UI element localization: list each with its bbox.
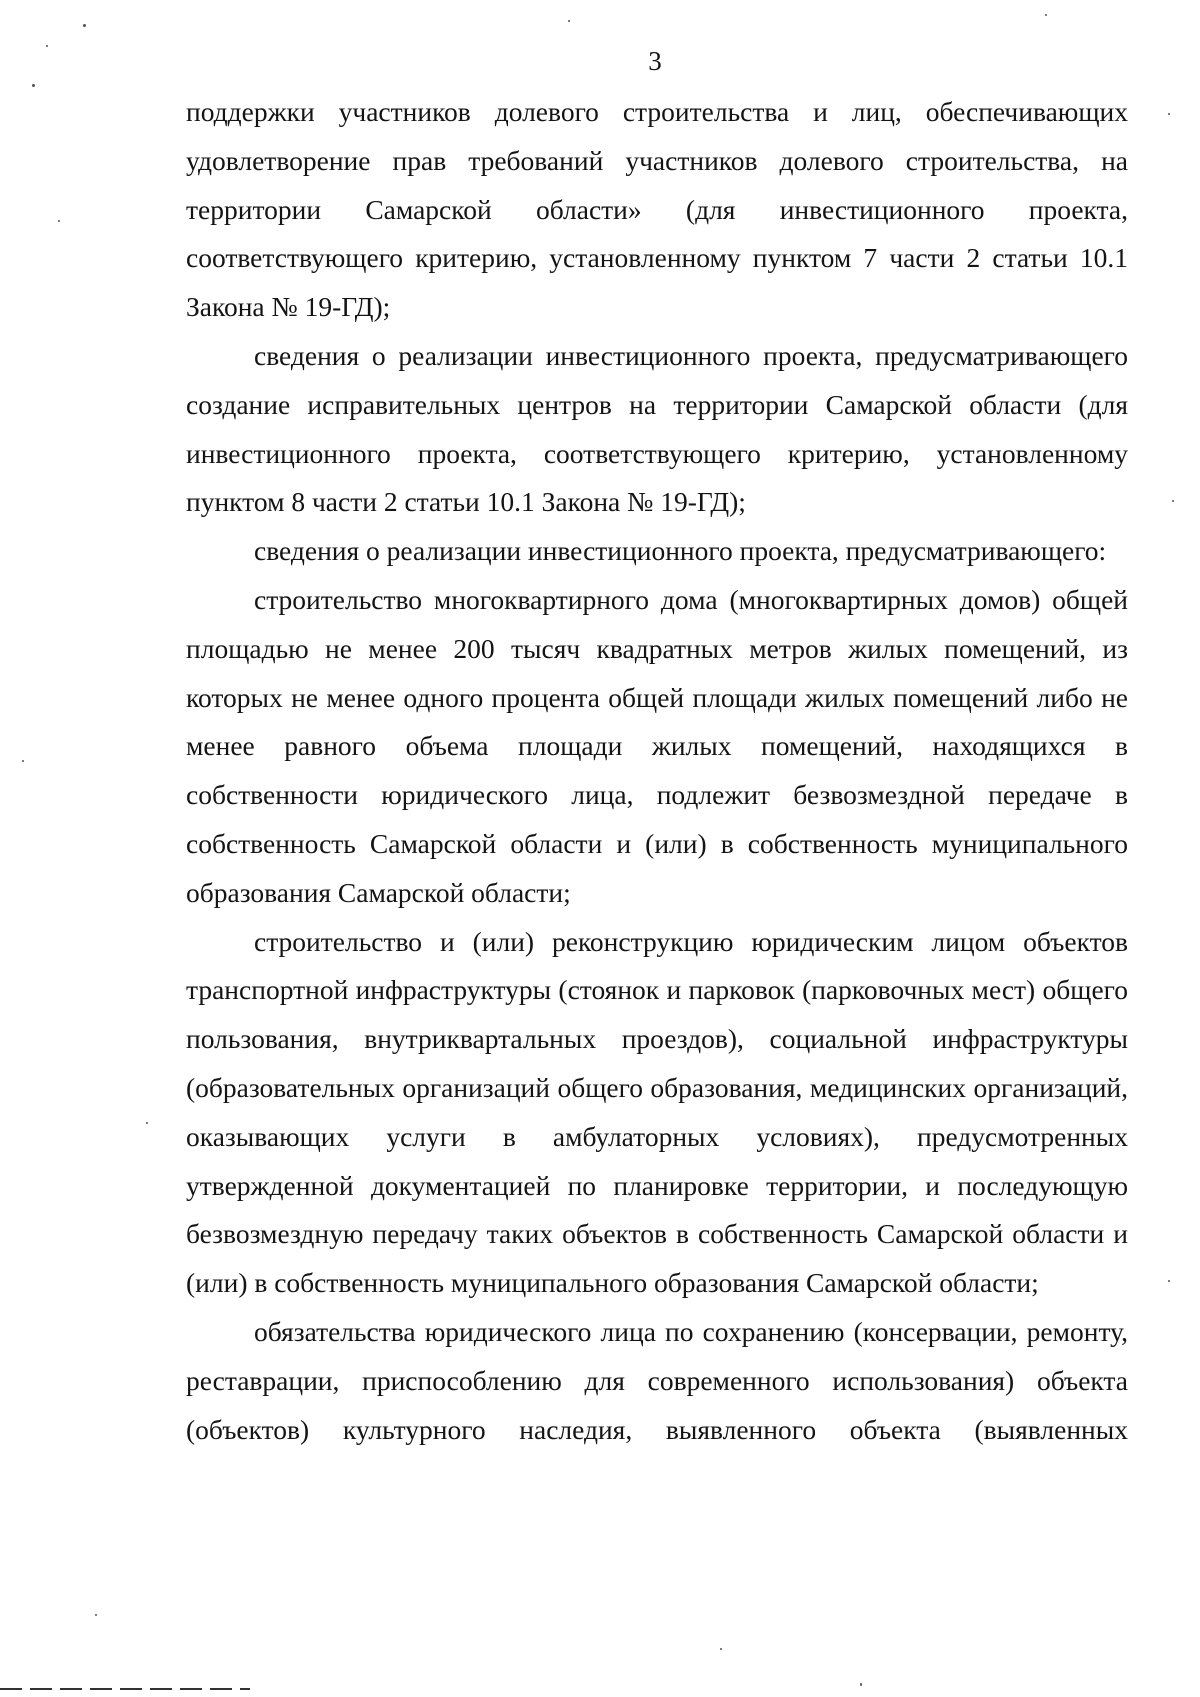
paragraph-apartment-construction: строительство многоквартирного дома (многоквартирных домов) общей площадью не менее 200 тысяч квадратных метров жилых помещений, из которых не менее одного процента общей площади жилых помещений либо не менее равного объема площади жилых помещений, находящихся в собственности юридического лица, подлежит безвозмездной передаче в собственность Самарской области и (или) в собственность муниципального образования Самарской области;: [186, 583, 1128, 908]
bottom-scan-artifact: [0, 1688, 250, 1690]
scan-speck: [95, 1614, 97, 1616]
scan-speck: [860, 1683, 862, 1686]
scan-speck: [1045, 14, 1047, 16]
page-number: 3: [648, 46, 662, 76]
scan-speck: [146, 1122, 148, 1124]
document-body: [186, 88, 1128, 1454]
scan-speck: [720, 1648, 722, 1650]
scan-speck: [568, 20, 570, 22]
scan-speck: [58, 220, 60, 222]
scan-speck: [1172, 500, 1174, 502]
paragraph-cultural-heritage: обязательства юридического лица по сохранению (консервации, ремонту, реставрации, приспособлению для современного использования) объекта (объектов) культурного наследия, выявленного объекта (выявленных: [186, 1315, 1128, 1445]
scan-speck: [1168, 1280, 1170, 1282]
scan-speck: [46, 45, 48, 47]
scan-speck: [22, 760, 24, 762]
scan-speck: [32, 84, 35, 87]
paragraph-continuation: поддержки участников долевого строительства и лиц, обеспечивающих удовлетворение прав требований участников долевого строительства, на территории Самарской области» (для инвестиционного проекта, соответствующего критерию, установленному пунктом 7 части 2 статьи 10.1 Закона № 19-ГД);: [186, 96, 1128, 323]
paragraph-project-intro: сведения о реализации инвестиционного проекта, предусматривающего:: [254, 535, 1107, 567]
paragraph-correctional-centers: сведения о реализации инвестиционного проекта, предусматривающего создание исправительных центров на территории Самарской области (для инвестиционного проекта, соответствующего критерию, установленному пунктом 8 части 2 статьи 10.1 Закона № 19-ГД);: [186, 339, 1128, 518]
scan-speck: [83, 24, 86, 27]
paragraph-infrastructure: строительство и (или) реконструкцию юридическим лицом объектов транспортной инфраструктуры (стоянок и парковок (парковочных мест) общего пользования, внутриквартальных проездов), социальной инфраструктуры (образовательных организаций общего образования, медицинских организаций, оказывающих услуги в амбулаторных условиях), предусмотренных утвержденной документацией по планировке территории, и последующую безвозмездную передачу таких объектов в собственность Самарской области и (или) в собственность муниципального образования Самарской области;: [186, 925, 1128, 1299]
scan-speck: [1168, 113, 1170, 115]
